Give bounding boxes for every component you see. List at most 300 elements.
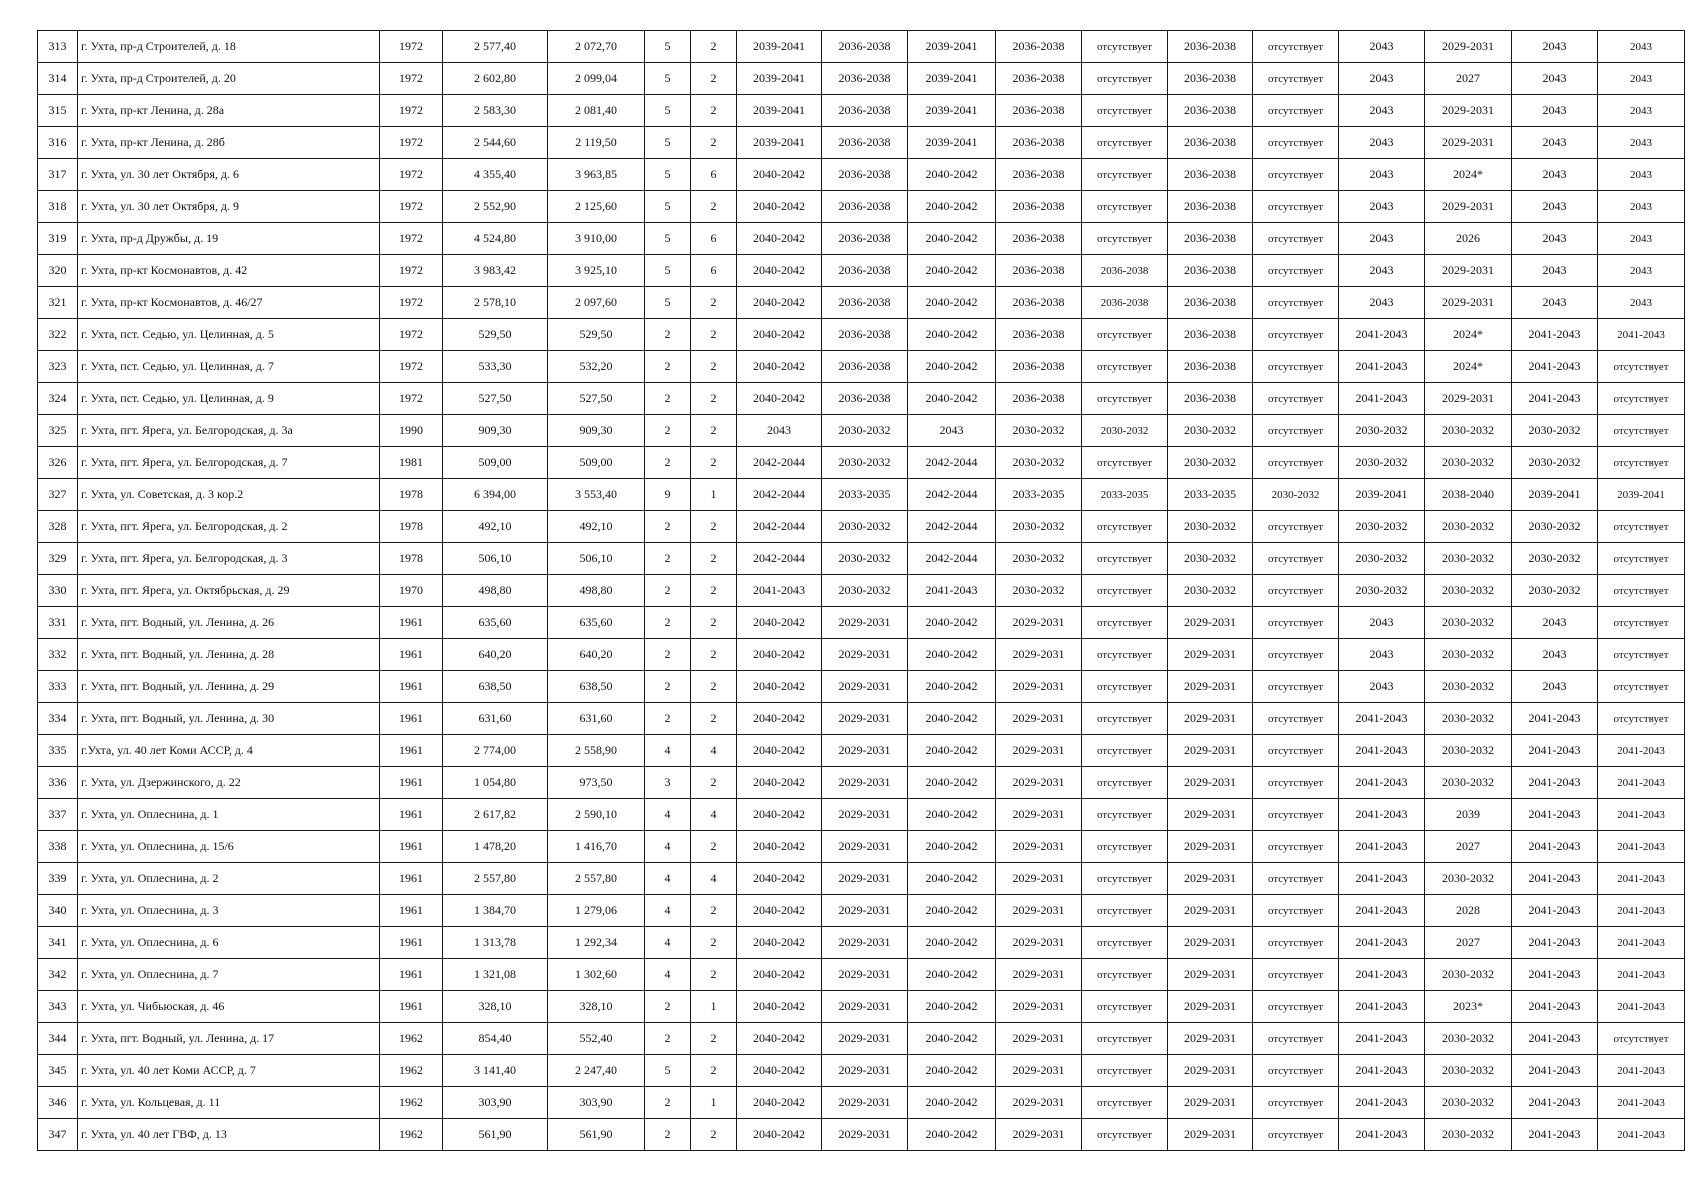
period-col-15-cell: 2043: [1339, 671, 1425, 703]
period-col-8-cell: 2042-2044: [737, 479, 822, 511]
period-col-13-cell: 2029-2031: [1168, 703, 1253, 735]
floors-cell: 2: [645, 671, 691, 703]
period-col-9-cell: 2036-2038: [822, 287, 908, 319]
entrances-cell: 2: [691, 1023, 737, 1055]
period-col-12-cell: отсутствует: [1082, 159, 1168, 191]
period-col-14-cell: 2030-2032: [1253, 479, 1339, 511]
row-number-cell: 327: [38, 479, 78, 511]
period-col-13-cell: 2030-2032: [1168, 575, 1253, 607]
period-col-17-cell: 2043: [1512, 191, 1598, 223]
period-col-10-cell: 2040-2042: [908, 895, 996, 927]
period-col-15-cell: 2030-2032: [1339, 415, 1425, 447]
entrances-cell: 2: [691, 927, 737, 959]
period-col-9-cell: 2036-2038: [822, 95, 908, 127]
period-col-10-cell: 2043: [908, 415, 996, 447]
period-col-14-cell: отсутствует: [1253, 447, 1339, 479]
floors-cell: 2: [645, 415, 691, 447]
total-area-cell: 533,30: [443, 351, 548, 383]
period-col-13-cell: 2030-2032: [1168, 415, 1253, 447]
floors-cell: 2: [645, 607, 691, 639]
period-col-17-cell: 2041-2043: [1512, 1087, 1598, 1119]
period-col-14-cell: отсутствует: [1253, 351, 1339, 383]
entrances-cell: 2: [691, 31, 737, 63]
period-col-12-cell: отсутствует: [1082, 959, 1168, 991]
period-col-9-cell: 2029-2031: [822, 767, 908, 799]
floors-cell: 4: [645, 735, 691, 767]
address-cell: г. Ухта, пр-д Дружбы, д. 19: [78, 223, 380, 255]
period-col-13-cell: 2029-2031: [1168, 671, 1253, 703]
row-number-cell: 344: [38, 1023, 78, 1055]
period-col-13-cell: 2036-2038: [1168, 159, 1253, 191]
period-col-9-cell: 2036-2038: [822, 159, 908, 191]
period-col-9-cell: 2036-2038: [822, 127, 908, 159]
period-col-12-cell: 2033-2035: [1082, 479, 1168, 511]
year-built-cell: 1972: [380, 191, 443, 223]
period-col-8-cell: 2040-2042: [737, 1119, 822, 1151]
period-col-17-cell: 2041-2043: [1512, 1055, 1598, 1087]
period-col-10-cell: 2040-2042: [908, 1055, 996, 1087]
period-col-16-cell: 2030-2032: [1425, 575, 1512, 607]
period-col-14-cell: отсутствует: [1253, 1087, 1339, 1119]
total-area-cell: 2 583,30: [443, 95, 548, 127]
row-number-cell: 339: [38, 863, 78, 895]
period-col-9-cell: 2036-2038: [822, 319, 908, 351]
row-number-cell: 316: [38, 127, 78, 159]
period-col-8-cell: 2040-2042: [737, 767, 822, 799]
address-cell: г. Ухта, ул. Чибьюская, д. 46: [78, 991, 380, 1023]
table-row: [38, 479, 1685, 511]
row-number-cell: 345: [38, 1055, 78, 1087]
table-row: [38, 31, 1685, 63]
period-col-15-cell: 2041-2043: [1339, 1087, 1425, 1119]
row-number-cell: 320: [38, 255, 78, 287]
address-cell: г. Ухта, пгт. Водный, ул. Ленина, д. 29: [78, 671, 380, 703]
table-row: [38, 191, 1685, 223]
entrances-cell: 6: [691, 159, 737, 191]
period-col-11-cell: 2036-2038: [996, 159, 1082, 191]
living-area-cell: 631,60: [548, 703, 645, 735]
period-col-16-cell: 2038-2040: [1425, 479, 1512, 511]
row-number-cell: 340: [38, 895, 78, 927]
period-col-13-cell: 2036-2038: [1168, 383, 1253, 415]
year-built-cell: 1970: [380, 575, 443, 607]
living-area-cell: 2 247,40: [548, 1055, 645, 1087]
period-col-18-cell: 2041-2043: [1598, 831, 1685, 863]
year-built-cell: 1972: [380, 383, 443, 415]
address-cell: г. Ухта, пст. Седью, ул. Целинная, д. 5: [78, 319, 380, 351]
period-col-17-cell: 2041-2043: [1512, 735, 1598, 767]
period-col-8-cell: 2040-2042: [737, 959, 822, 991]
entrances-cell: 4: [691, 863, 737, 895]
year-built-cell: 1961: [380, 671, 443, 703]
period-col-17-cell: 2043: [1512, 31, 1598, 63]
floors-cell: 5: [645, 127, 691, 159]
period-col-18-cell: 2039-2041: [1598, 479, 1685, 511]
entrances-cell: 2: [691, 319, 737, 351]
period-col-11-cell: 2029-2031: [996, 959, 1082, 991]
total-area-cell: 2 557,80: [443, 863, 548, 895]
total-area-cell: 1 384,70: [443, 895, 548, 927]
entrances-cell: 2: [691, 607, 737, 639]
period-col-17-cell: 2043: [1512, 639, 1598, 671]
period-col-8-cell: 2040-2042: [737, 607, 822, 639]
year-built-cell: 1962: [380, 1055, 443, 1087]
year-built-cell: 1961: [380, 703, 443, 735]
address-cell: г. Ухта, пр-кт Ленина, д. 28б: [78, 127, 380, 159]
period-col-16-cell: 2030-2032: [1425, 703, 1512, 735]
period-col-12-cell: 2036-2038: [1082, 255, 1168, 287]
row-number-cell: 331: [38, 607, 78, 639]
period-col-10-cell: 2040-2042: [908, 1087, 996, 1119]
period-col-15-cell: 2043: [1339, 223, 1425, 255]
period-col-10-cell: 2042-2044: [908, 511, 996, 543]
period-col-9-cell: 2029-2031: [822, 895, 908, 927]
period-col-11-cell: 2033-2035: [996, 479, 1082, 511]
period-col-13-cell: 2029-2031: [1168, 895, 1253, 927]
floors-cell: 2: [645, 383, 691, 415]
period-col-16-cell: 2030-2032: [1425, 863, 1512, 895]
period-col-14-cell: отсутствует: [1253, 1023, 1339, 1055]
row-number-cell: 336: [38, 767, 78, 799]
row-number-cell: 324: [38, 383, 78, 415]
period-col-16-cell: 2024*: [1425, 351, 1512, 383]
year-built-cell: 1961: [380, 959, 443, 991]
period-col-18-cell: отсутствует: [1598, 639, 1685, 671]
period-col-18-cell: 2041-2043: [1598, 799, 1685, 831]
entrances-cell: 2: [691, 575, 737, 607]
period-col-15-cell: 2039-2041: [1339, 479, 1425, 511]
table-row: [38, 735, 1685, 767]
period-col-17-cell: 2041-2043: [1512, 703, 1598, 735]
period-col-18-cell: 2043: [1598, 159, 1685, 191]
period-col-10-cell: 2042-2044: [908, 479, 996, 511]
period-col-13-cell: 2036-2038: [1168, 351, 1253, 383]
period-col-12-cell: отсутствует: [1082, 1087, 1168, 1119]
period-col-8-cell: 2040-2042: [737, 383, 822, 415]
period-col-15-cell: 2041-2043: [1339, 991, 1425, 1023]
row-number-cell: 326: [38, 447, 78, 479]
floors-cell: 4: [645, 863, 691, 895]
address-cell: г. Ухта, пр-кт Космонавтов, д. 46/27: [78, 287, 380, 319]
period-col-15-cell: 2043: [1339, 159, 1425, 191]
year-built-cell: 1990: [380, 415, 443, 447]
total-area-cell: 6 394,00: [443, 479, 548, 511]
total-area-cell: 1 478,20: [443, 831, 548, 863]
year-built-cell: 1961: [380, 831, 443, 863]
period-col-11-cell: 2030-2032: [996, 575, 1082, 607]
total-area-cell: 640,20: [443, 639, 548, 671]
period-col-9-cell: 2029-2031: [822, 959, 908, 991]
address-cell: г. Ухта, пр-д Строителей, д. 18: [78, 31, 380, 63]
floors-cell: 2: [645, 639, 691, 671]
period-col-15-cell: 2043: [1339, 127, 1425, 159]
period-col-11-cell: 2036-2038: [996, 191, 1082, 223]
period-col-16-cell: 2030-2032: [1425, 671, 1512, 703]
period-col-14-cell: отсутствует: [1253, 191, 1339, 223]
table-row: [38, 351, 1685, 383]
period-col-17-cell: 2039-2041: [1512, 479, 1598, 511]
year-built-cell: 1978: [380, 511, 443, 543]
table-row: [38, 575, 1685, 607]
row-number-cell: 346: [38, 1087, 78, 1119]
period-col-17-cell: 2041-2043: [1512, 1119, 1598, 1151]
living-area-cell: 2 125,60: [548, 191, 645, 223]
year-built-cell: 1962: [380, 1087, 443, 1119]
period-col-18-cell: 2041-2043: [1598, 927, 1685, 959]
period-col-15-cell: 2041-2043: [1339, 895, 1425, 927]
period-col-17-cell: 2043: [1512, 255, 1598, 287]
table-row: [38, 511, 1685, 543]
period-col-17-cell: 2030-2032: [1512, 447, 1598, 479]
period-col-12-cell: отсутствует: [1082, 351, 1168, 383]
period-col-12-cell: отсутствует: [1082, 735, 1168, 767]
living-area-cell: 532,20: [548, 351, 645, 383]
floors-cell: 2: [645, 447, 691, 479]
period-col-17-cell: 2041-2043: [1512, 927, 1598, 959]
period-col-14-cell: отсутствует: [1253, 223, 1339, 255]
living-area-cell: 3 553,40: [548, 479, 645, 511]
address-cell: г. Ухта, ул. 40 лет ГВФ, д. 13: [78, 1119, 380, 1151]
period-col-15-cell: 2043: [1339, 31, 1425, 63]
period-col-16-cell: 2024*: [1425, 319, 1512, 351]
period-col-14-cell: отсутствует: [1253, 543, 1339, 575]
period-col-18-cell: 2041-2043: [1598, 895, 1685, 927]
floors-cell: 3: [645, 767, 691, 799]
period-col-11-cell: 2029-2031: [996, 799, 1082, 831]
floors-cell: 5: [645, 191, 691, 223]
table-row: [38, 703, 1685, 735]
period-col-8-cell: 2039-2041: [737, 31, 822, 63]
total-area-cell: 529,50: [443, 319, 548, 351]
address-cell: г. Ухта, ул. Оплеснина, д. 15/6: [78, 831, 380, 863]
period-col-13-cell: 2036-2038: [1168, 127, 1253, 159]
period-col-8-cell: 2040-2042: [737, 319, 822, 351]
period-col-12-cell: отсутствует: [1082, 703, 1168, 735]
total-area-cell: 1 054,80: [443, 767, 548, 799]
period-col-14-cell: отсутствует: [1253, 319, 1339, 351]
entrances-cell: 2: [691, 447, 737, 479]
period-col-17-cell: 2041-2043: [1512, 991, 1598, 1023]
entrances-cell: 2: [691, 95, 737, 127]
period-col-11-cell: 2029-2031: [996, 895, 1082, 927]
entrances-cell: 1: [691, 479, 737, 511]
period-col-13-cell: 2029-2031: [1168, 639, 1253, 671]
living-area-cell: 1 279,06: [548, 895, 645, 927]
period-col-13-cell: 2033-2035: [1168, 479, 1253, 511]
period-col-8-cell: 2040-2042: [737, 735, 822, 767]
period-col-13-cell: 2029-2031: [1168, 607, 1253, 639]
table-row: [38, 767, 1685, 799]
period-col-12-cell: отсутствует: [1082, 383, 1168, 415]
period-col-13-cell: 2029-2031: [1168, 735, 1253, 767]
period-col-10-cell: 2040-2042: [908, 607, 996, 639]
period-col-9-cell: 2036-2038: [822, 191, 908, 223]
floors-cell: 2: [645, 1087, 691, 1119]
period-col-15-cell: 2041-2043: [1339, 1119, 1425, 1151]
period-col-11-cell: 2029-2031: [996, 991, 1082, 1023]
period-col-12-cell: отсутствует: [1082, 863, 1168, 895]
period-col-9-cell: 2029-2031: [822, 703, 908, 735]
period-col-16-cell: 2030-2032: [1425, 607, 1512, 639]
living-area-cell: 1 292,34: [548, 927, 645, 959]
period-col-11-cell: 2029-2031: [996, 703, 1082, 735]
period-col-14-cell: отсутствует: [1253, 127, 1339, 159]
period-col-14-cell: отсутствует: [1253, 1119, 1339, 1151]
period-col-17-cell: 2041-2043: [1512, 767, 1598, 799]
period-col-8-cell: 2042-2044: [737, 447, 822, 479]
living-area-cell: 3 963,85: [548, 159, 645, 191]
period-col-14-cell: отсутствует: [1253, 639, 1339, 671]
row-number-cell: 332: [38, 639, 78, 671]
period-col-9-cell: 2030-2032: [822, 575, 908, 607]
row-number-cell: 335: [38, 735, 78, 767]
total-area-cell: 2 552,90: [443, 191, 548, 223]
address-cell: г. Ухта, ул. Оплеснина, д. 7: [78, 959, 380, 991]
year-built-cell: 1978: [380, 543, 443, 575]
period-col-13-cell: 2029-2031: [1168, 959, 1253, 991]
period-col-17-cell: 2041-2043: [1512, 799, 1598, 831]
period-col-11-cell: 2029-2031: [996, 671, 1082, 703]
period-col-13-cell: 2036-2038: [1168, 63, 1253, 95]
period-col-8-cell: 2040-2042: [737, 671, 822, 703]
table-row: [38, 831, 1685, 863]
period-col-14-cell: отсутствует: [1253, 607, 1339, 639]
living-area-cell: 638,50: [548, 671, 645, 703]
table-row: [38, 799, 1685, 831]
period-col-18-cell: 2043: [1598, 63, 1685, 95]
period-col-16-cell: 2030-2032: [1425, 511, 1512, 543]
period-col-15-cell: 2030-2032: [1339, 543, 1425, 575]
period-col-16-cell: 2028: [1425, 895, 1512, 927]
year-built-cell: 1972: [380, 31, 443, 63]
total-area-cell: 1 313,78: [443, 927, 548, 959]
period-col-12-cell: отсутствует: [1082, 927, 1168, 959]
total-area-cell: 2 577,40: [443, 31, 548, 63]
address-cell: г. Ухта, ул. Советская, д. 3 кор.2: [78, 479, 380, 511]
period-col-9-cell: 2029-2031: [822, 607, 908, 639]
period-col-10-cell: 2040-2042: [908, 735, 996, 767]
entrances-cell: 2: [691, 959, 737, 991]
period-col-12-cell: отсутствует: [1082, 127, 1168, 159]
period-col-11-cell: 2036-2038: [996, 63, 1082, 95]
period-col-8-cell: 2040-2042: [737, 255, 822, 287]
period-col-11-cell: 2029-2031: [996, 1087, 1082, 1119]
living-area-cell: 328,10: [548, 991, 645, 1023]
living-area-cell: 2 097,60: [548, 287, 645, 319]
period-col-16-cell: 2030-2032: [1425, 959, 1512, 991]
period-col-16-cell: 2029-2031: [1425, 383, 1512, 415]
period-col-13-cell: 2036-2038: [1168, 191, 1253, 223]
period-col-17-cell: 2041-2043: [1512, 351, 1598, 383]
living-area-cell: 506,10: [548, 543, 645, 575]
period-col-13-cell: 2029-2031: [1168, 927, 1253, 959]
entrances-cell: 2: [691, 191, 737, 223]
period-col-16-cell: 2030-2032: [1425, 1055, 1512, 1087]
period-col-8-cell: 2040-2042: [737, 351, 822, 383]
total-area-cell: 2 617,82: [443, 799, 548, 831]
table-row: [38, 159, 1685, 191]
row-number-cell: 338: [38, 831, 78, 863]
period-col-8-cell: 2040-2042: [737, 1087, 822, 1119]
period-col-16-cell: 2024*: [1425, 159, 1512, 191]
period-col-15-cell: 2041-2043: [1339, 351, 1425, 383]
year-built-cell: 1961: [380, 927, 443, 959]
row-number-cell: 313: [38, 31, 78, 63]
address-cell: г. Ухта, ул. Оплеснина, д. 3: [78, 895, 380, 927]
address-cell: г. Ухта, ул. Оплеснина, д. 2: [78, 863, 380, 895]
period-col-13-cell: 2029-2031: [1168, 863, 1253, 895]
entrances-cell: 2: [691, 511, 737, 543]
year-built-cell: 1961: [380, 799, 443, 831]
period-col-11-cell: 2036-2038: [996, 255, 1082, 287]
period-col-17-cell: 2043: [1512, 63, 1598, 95]
floors-cell: 5: [645, 1055, 691, 1087]
period-col-12-cell: отсутствует: [1082, 831, 1168, 863]
period-col-14-cell: отсутствует: [1253, 767, 1339, 799]
period-col-15-cell: 2041-2043: [1339, 799, 1425, 831]
period-col-13-cell: 2029-2031: [1168, 799, 1253, 831]
period-col-18-cell: 2041-2043: [1598, 735, 1685, 767]
table-row: [38, 1023, 1685, 1055]
row-number-cell: 341: [38, 927, 78, 959]
period-col-16-cell: 2030-2032: [1425, 447, 1512, 479]
row-number-cell: 318: [38, 191, 78, 223]
year-built-cell: 1961: [380, 991, 443, 1023]
entrances-cell: 2: [691, 639, 737, 671]
period-col-11-cell: 2029-2031: [996, 927, 1082, 959]
total-area-cell: 2 774,00: [443, 735, 548, 767]
living-area-cell: 498,80: [548, 575, 645, 607]
living-area-cell: 492,10: [548, 511, 645, 543]
period-col-14-cell: отсутствует: [1253, 959, 1339, 991]
period-col-9-cell: 2029-2031: [822, 863, 908, 895]
period-col-12-cell: отсутствует: [1082, 1119, 1168, 1151]
table-row: [38, 383, 1685, 415]
period-col-15-cell: 2041-2043: [1339, 735, 1425, 767]
period-col-13-cell: 2029-2031: [1168, 991, 1253, 1023]
period-col-11-cell: 2036-2038: [996, 31, 1082, 63]
total-area-cell: 3 141,40: [443, 1055, 548, 1087]
floors-cell: 2: [645, 575, 691, 607]
period-col-18-cell: 2043: [1598, 127, 1685, 159]
period-col-9-cell: 2029-2031: [822, 831, 908, 863]
entrances-cell: 2: [691, 671, 737, 703]
floors-cell: 4: [645, 959, 691, 991]
period-col-11-cell: 2029-2031: [996, 1023, 1082, 1055]
period-col-12-cell: 2030-2032: [1082, 415, 1168, 447]
year-built-cell: 1962: [380, 1023, 443, 1055]
floors-cell: 2: [645, 1119, 691, 1151]
period-col-9-cell: 2029-2031: [822, 927, 908, 959]
floors-cell: 4: [645, 895, 691, 927]
period-col-15-cell: 2041-2043: [1339, 703, 1425, 735]
period-col-8-cell: 2040-2042: [737, 1055, 822, 1087]
period-col-18-cell: 2041-2043: [1598, 991, 1685, 1023]
period-col-9-cell: 2029-2031: [822, 799, 908, 831]
living-area-cell: 303,90: [548, 1087, 645, 1119]
living-area-cell: 973,50: [548, 767, 645, 799]
living-area-cell: 2 590,10: [548, 799, 645, 831]
living-area-cell: 529,50: [548, 319, 645, 351]
period-col-9-cell: 2033-2035: [822, 479, 908, 511]
period-col-14-cell: отсутствует: [1253, 159, 1339, 191]
period-col-16-cell: 2030-2032: [1425, 735, 1512, 767]
period-col-11-cell: 2029-2031: [996, 735, 1082, 767]
period-col-16-cell: 2026: [1425, 223, 1512, 255]
period-col-16-cell: 2023*: [1425, 991, 1512, 1023]
living-area-cell: 2 099,04: [548, 63, 645, 95]
period-col-12-cell: отсутствует: [1082, 639, 1168, 671]
